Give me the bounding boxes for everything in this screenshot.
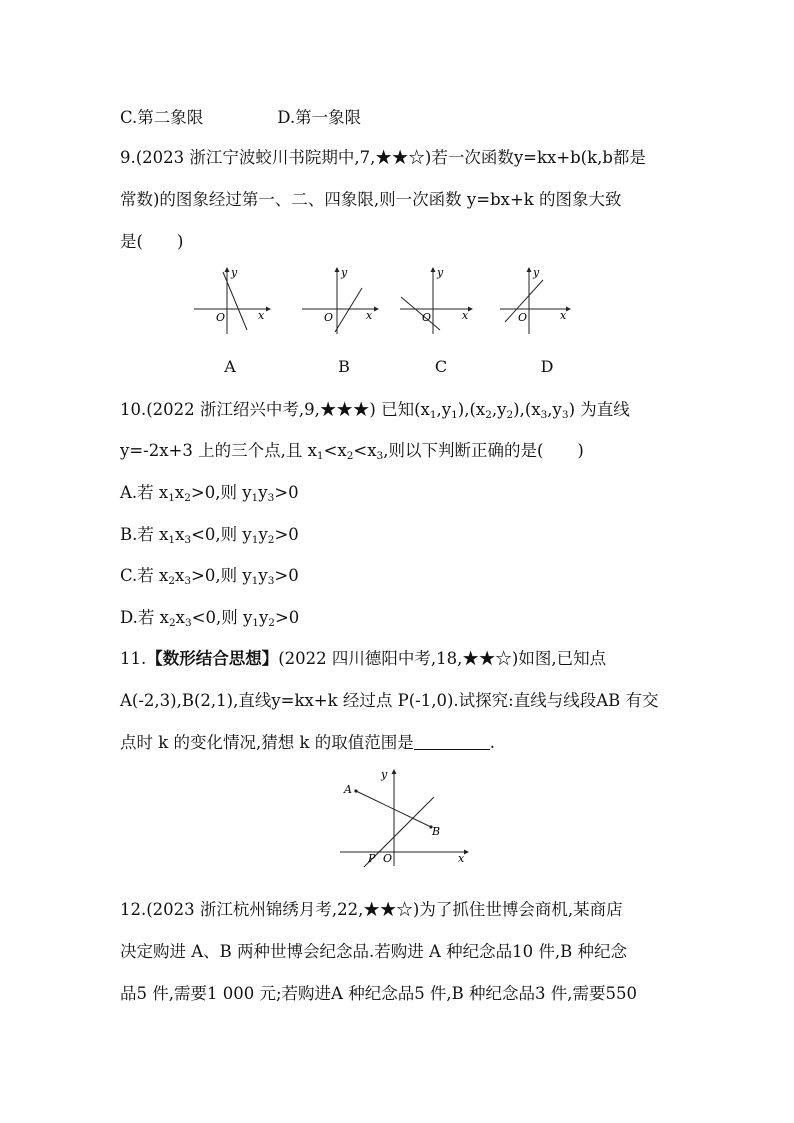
q9-line-3: 是( ) — [120, 232, 184, 251]
q9-graph-c — [398, 266, 478, 336]
q12-line-1: 12.(2023 浙江杭州锦绣月考,22,★★☆)为了抓住世博会商机,某商店 — [120, 900, 623, 919]
svg-text:A: A — [344, 783, 352, 796]
svg-text:x: x — [458, 852, 465, 865]
q9-line-2: 常数)的图象经过第一、二、四象限,则一次函数 y=bx+k 的图象大致 — [120, 190, 622, 209]
q9-graph-a — [192, 266, 272, 336]
q11-line-2: A(-2,3),B(2,1),直线y=kx+k 经过点 P(-1,0).试探究:直线与线段AB 有交 — [120, 691, 659, 710]
q10-option-b: B.若 $x_1x_3<0$,则 $y_1y_2>0$ — [120, 525, 299, 546]
q11-line-3: 点时 k 的变化情况,猜想 k 的取值范围是 . — [120, 733, 495, 752]
q10-line-2: y=-2x+3 上的三个点,且 $x_1<x_2<x_3$,则以下判断正确的是( ) — [120, 441, 584, 462]
svg-text:y: y — [341, 266, 348, 279]
svg-text:x: x — [366, 309, 373, 322]
svg-text:B: B — [432, 825, 441, 838]
q9-graph-b — [300, 266, 380, 336]
q10-option-d: D.若 $x_2x_3<0$,则 $y_1y_2>0$ — [120, 608, 300, 629]
svg-text:P: P — [368, 852, 376, 865]
q9-line-1: 9.(2023 浙江宁波蛟川书院期中,7,★★☆)若一次函数y=kx+b(k,b都是 — [120, 148, 646, 167]
q11-tag: 【数形结合思想】 — [146, 649, 279, 668]
svg-text:y: y — [381, 768, 388, 781]
q9-option-c-label: C — [434, 357, 448, 376]
q10-option-a: A.若 $x_1x_2>0$,则 $y_1y_3>0$ — [120, 483, 299, 504]
q10-option-c: C.若 $x_2x_3>0$,则 $y_1y_3>0$ — [120, 566, 299, 587]
q11-line-1: 11.【数形结合思想】(2022 四川德阳中考,18,★★☆)如图,已知点 — [120, 649, 607, 668]
q8-option-d: D.第一象限 — [277, 108, 362, 127]
svg-text:O: O — [422, 311, 432, 324]
svg-text:y: y — [437, 266, 444, 279]
q9-option-b-label: B — [338, 357, 350, 376]
svg-text:y: y — [231, 266, 238, 279]
q10-line-1: 10.(2022 浙江绍兴中考,9,★★★) 已知$(x_1,y_1),(x_2,y_2),(x_3,y_3)$ 为直线 — [120, 400, 630, 421]
q9-option-d-label: D — [540, 357, 554, 376]
q9-option-a-label: A — [224, 357, 236, 376]
svg-text:y: y — [533, 266, 540, 279]
svg-text:O: O — [324, 311, 334, 324]
svg-text:x: x — [560, 309, 567, 322]
q9-graph-d — [498, 266, 578, 336]
answer-blank — [414, 734, 490, 750]
svg-text:O: O — [518, 311, 528, 324]
q8-options — [120, 108, 361, 128]
q8-option-c: C.第二象限 — [120, 108, 204, 127]
q12-line-2: 决定购进 A、B 两种世博会纪念品.若购进 A 种纪念品10 件,B 种纪念 — [120, 942, 628, 961]
q12-line-3: 品5 件,需要1 000 元;若购进A 种纪念品5 件,B 种纪念品3 件,需要550 — [120, 984, 638, 1003]
svg-text:O: O — [216, 311, 226, 324]
svg-text:x: x — [258, 309, 265, 322]
svg-text:O: O — [383, 852, 393, 865]
svg-text:x: x — [462, 309, 469, 322]
q11-figure — [336, 764, 476, 868]
